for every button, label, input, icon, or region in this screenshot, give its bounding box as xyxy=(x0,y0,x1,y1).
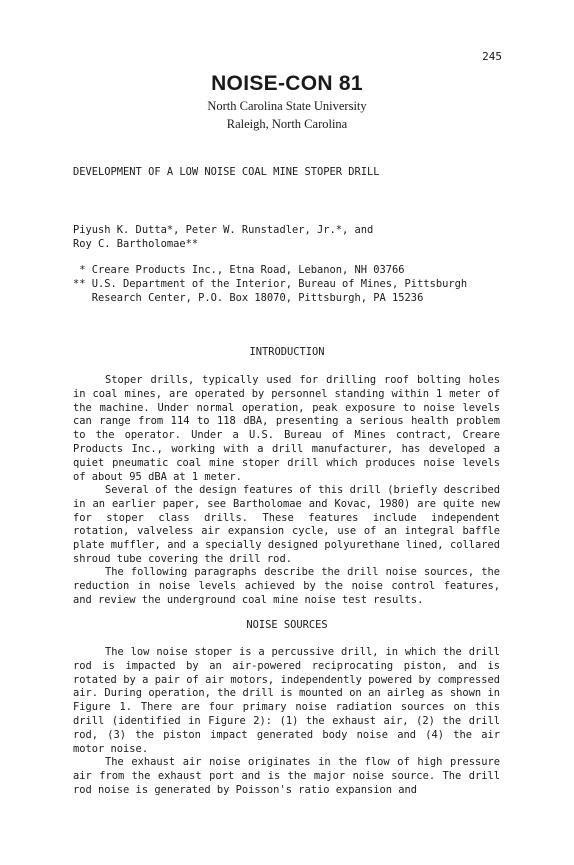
affiliation-2: ** U.S. Department of the Interior, Bureau of Mines, Pittsburgh xyxy=(73,278,468,290)
introduction-paragraph-2 xyxy=(73,484,500,567)
noise-sources-paragraph-2-text: The exhaust air noise originates in the flow of high pressure air from the exhaust port and is the major noise source. The drill rod noise is generated by Poisson's ratio expansion and xyxy=(73,756,500,796)
conference-institution: North Carolina State University xyxy=(207,99,367,113)
page-number: 245 xyxy=(482,50,502,63)
noise-sources-heading: NOISE SOURCES xyxy=(246,619,328,631)
conference-title: NOISE-CON 81 xyxy=(211,72,363,95)
noise-sources-paragraph-1 xyxy=(73,646,500,756)
conference-location: Raleigh, North Carolina xyxy=(226,117,348,131)
introduction-paragraph-3 xyxy=(73,566,500,607)
paper-title: DEVELOPMENT OF A LOW NOISE COAL MINE STOPER DRILL xyxy=(73,166,380,178)
affiliation-3: Research Center, P.O. Box 18070, Pittsburgh, PA 15236 xyxy=(73,292,424,304)
introduction-paragraph-3-text: The following paragraphs describe the drill noise sources, the reduction in noise levels achieved by the noise control features, and review the underground coal mine noise test results. xyxy=(73,566,500,606)
introduction-heading: INTRODUCTION xyxy=(249,346,325,358)
affiliation-1: * Creare Products Inc., Etna Road, Lebanon, NH 03766 xyxy=(73,264,405,276)
introduction-paragraph-1 xyxy=(73,374,500,484)
authors-line-2: Roy C. Bartholomae** xyxy=(73,238,199,250)
noise-sources-paragraph-2 xyxy=(73,756,500,797)
noise-sources-paragraph-1-text: The low noise stoper is a percussive drill, in which the drill rod is impacted by an air-powered reciprocating piston, and is rotated by a pair of air motors, independently powered by compressed air. During operation, the drill is mounted on an airleg as shown in Figure 1. There are four primary noise radiation sources on this drill (identified in Figure 2): (1) the exhaust air, (2) the drill rod, (3) the piston impact generated body noise and (4) the air motor noise. xyxy=(73,646,500,755)
authors-line-1: Piyush K. Dutta*, Peter W. Runstadler, Jr.*, and xyxy=(73,224,374,236)
introduction-paragraph-2-text: Several of the design features of this drill (briefly described in an earlier paper, see Bartholomae and Kovac, 1980) are quite new for stoper class drills. These features include independent rotation, valveless air expansion cycle, use of an integral baffle plate muffler, and a specially designed polyurethane lined, collared shroud tube covering the drill rod. xyxy=(73,484,500,565)
introduction-paragraph-1-text: Stoper drills, typically used for drilling roof bolting holes in coal mines, are operated by personnel standing within 1 meter of the machine. Under normal operation, peak exposure to noise levels can range from 114 to 118 dBA, presenting a serious health problem to the operator. Under a U.S. Bureau of Mines contract, Creare Products Inc., working with a drill manufacturer, has developed a quiet pneumatic coal mine stoper drill which produces noise levels of about 95 dBA at 1 meter. xyxy=(73,374,500,483)
